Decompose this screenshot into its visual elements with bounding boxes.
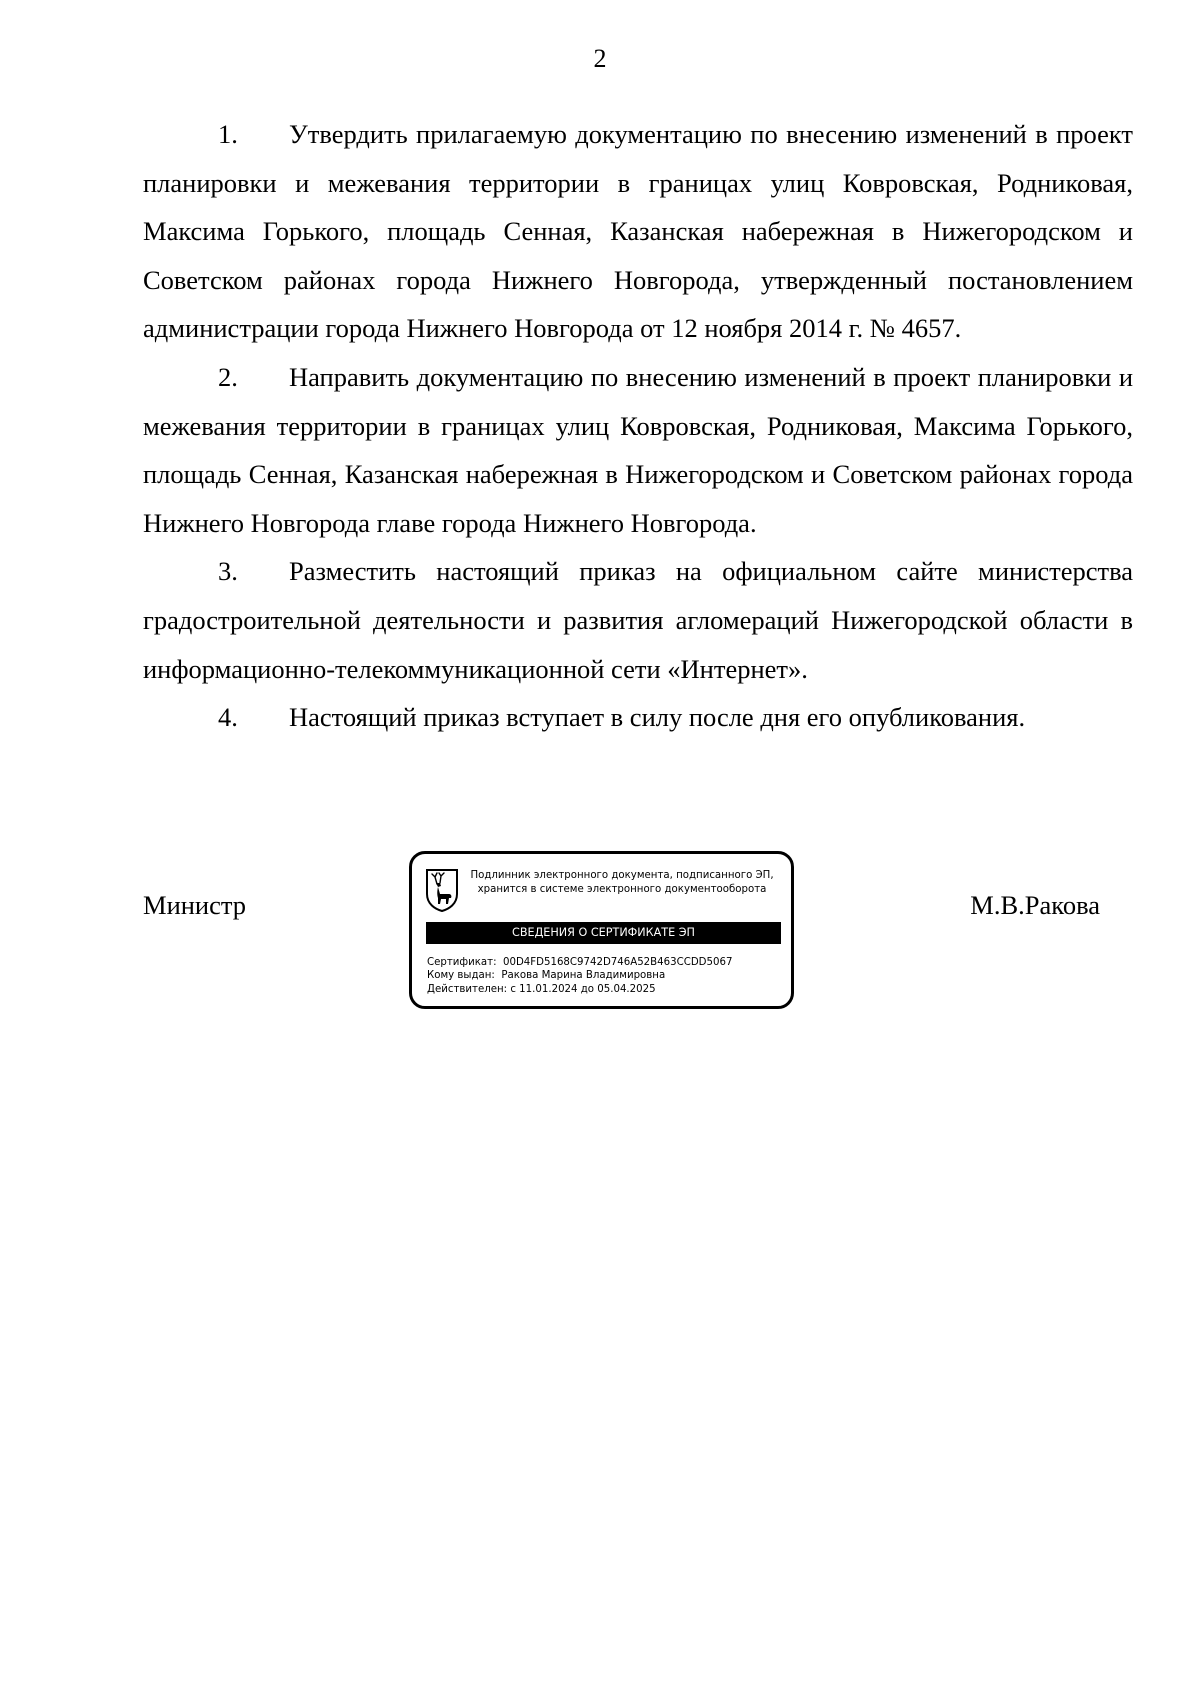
item-number: 4. xyxy=(218,702,238,733)
certificate-details xyxy=(427,956,782,996)
coat-of-arms-icon xyxy=(425,868,459,912)
item-text: Разместить настоящий приказ на официальном сайте министерства градостроительной деятельности и развития агломераций Нижегородской области в информационно-телекоммуникационной сети «Интернет». xyxy=(143,556,1133,684)
order-item-1 xyxy=(143,110,1133,353)
item-number: 3. xyxy=(218,556,238,587)
page-number: 2 xyxy=(593,44,607,73)
item-number: 2. xyxy=(218,361,238,392)
valid-value: с 11.01.2024 до 05.04.2025 xyxy=(510,983,656,995)
signatory-name: М.В.Ракова xyxy=(970,890,1100,920)
certificate-info-bar: СВЕДЕНИЯ О СЕРТИФИКАТЕ ЭП xyxy=(426,922,781,944)
item-text: Настоящий приказ вступает в силу после дня его опубликования. xyxy=(289,702,1026,733)
item-text: Направить документацию по внесению изменений в проект планировки и межевания территории в границах улиц Ковровская, Родниковая, Максима Горького, площадь Сенная, Казанская набережная в Нижегородском и Советском районах города Нижнего Новгорода главе города Нижнего Новгорода. xyxy=(143,361,1133,538)
order-item-4 xyxy=(143,693,1133,742)
stamp-header xyxy=(462,869,782,897)
issued-to-row xyxy=(427,969,782,982)
stamp-header-line: Подлинник электронного документа, подписанного ЭП, xyxy=(470,870,774,881)
certificate-value: 00D4FD5168C9742D746A52B463CCDD5067 xyxy=(502,957,733,968)
stamp-header-line: хранится в системе электронного документооборота xyxy=(477,884,767,895)
electronic-signature-stamp xyxy=(409,851,794,1009)
certificate-row xyxy=(427,956,782,969)
order-item-2 xyxy=(143,353,1133,547)
certificate-label: Сертификат: xyxy=(427,957,497,968)
order-body xyxy=(143,110,1133,742)
signatory-title: Министр xyxy=(143,890,247,920)
valid-label: Действителен: xyxy=(427,983,508,995)
issued-to-value: Ракова Марина Владимировна xyxy=(501,970,666,982)
item-number: 1. xyxy=(218,119,238,149)
valid-row xyxy=(427,983,782,996)
order-item-3 xyxy=(143,547,1133,693)
issued-to-label: Кому выдан: xyxy=(427,970,495,982)
item-text: Утвердить прилагаемую документацию по внесению изменений в проект планировки и межевания территории в границах улиц Ковровская, Родниковая, Максима Горького, площадь Сенная, Казанская набережная в Нижегородском и Советском районах города Нижнего Новгорода, утвержденный постановлением администрации города Нижнего Новгорода от 12 ноября 2014 г. № 4657. xyxy=(143,119,1133,344)
